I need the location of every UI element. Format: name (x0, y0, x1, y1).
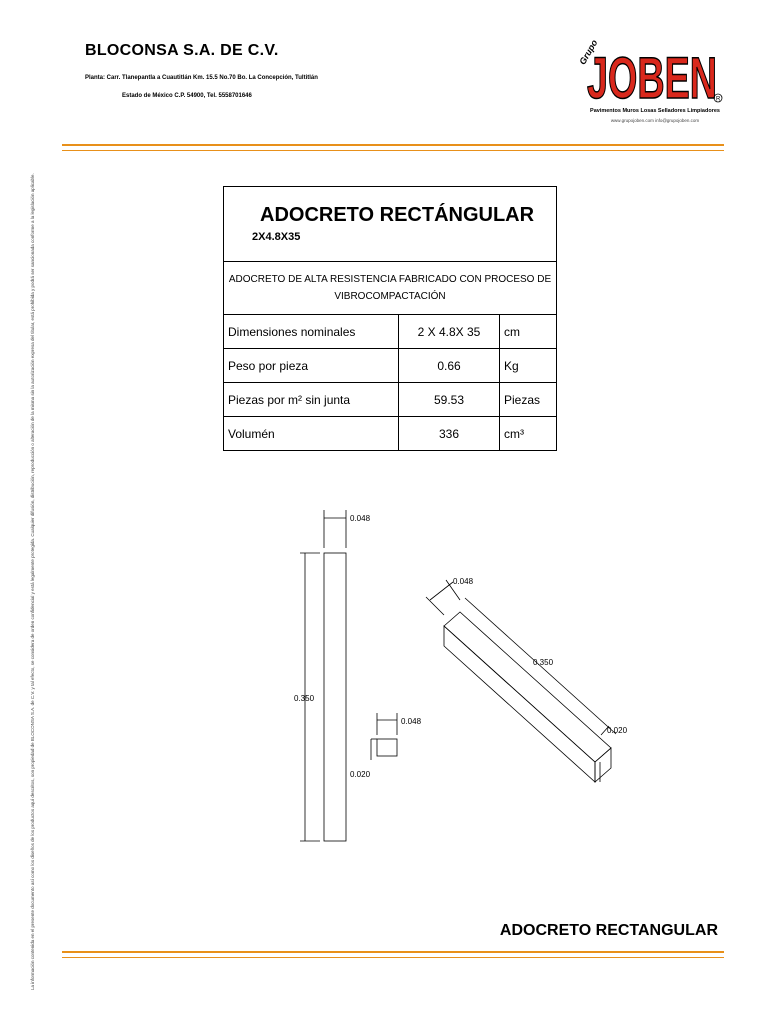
spec-unit: cm (500, 315, 557, 349)
front-view-block (324, 553, 346, 841)
front-length-label: 0.350 (294, 694, 315, 703)
spec-value: 0.66 (399, 349, 500, 383)
spec-value: 336 (399, 417, 500, 451)
state-phone: Estado de México C.P. 54900, Tel. 5558701646 (122, 93, 252, 99)
spec-label: Peso por pieza (224, 349, 399, 383)
registered-letter: R (716, 96, 721, 103)
section-view-block (377, 739, 397, 756)
spec-label: Volumén (224, 417, 399, 451)
legal-text: La información contenida en el presente documento así como los diseños de los productos aquí descritos, son propiedad de BLOCONSA S.A. de C.V. y tal efecto, se considera de orden confidencial y está legalmente protegida. Cualquier difusión, distribución, reproducción o alteración de la misma sin la autorización expresa del titular, está prohibida y podrá ser sancionada conforme a la legislación aplicable. (30, 173, 35, 990)
spec-label: Dimensiones nominales (224, 315, 399, 349)
spec-unit: Kg (500, 349, 557, 383)
iso-width-label: 0.048 (453, 577, 474, 586)
spec-value: 59.53 (399, 383, 500, 417)
iso-block-top (444, 612, 611, 762)
iso-height-label: 0.020 (607, 726, 628, 735)
logo-prefix: Grupo (577, 37, 600, 67)
spec-unit: cm³ (500, 417, 557, 451)
section-height-label: 0.020 (350, 770, 371, 779)
iso-block-front (444, 626, 595, 782)
logo-brand: JOBEN (587, 46, 717, 111)
iso-block-end (595, 748, 611, 782)
product-title: ADOCRETO RECTÁNGULAR (260, 203, 535, 226)
plant-address: Planta: Carr. Tlanepantla a Cuautitlán Km. 15.5 No.70 Bo. La Concepción, Tultitlán (85, 75, 318, 81)
description-line2: VIBROCOMPACTACIÓN (334, 291, 446, 302)
company-name: BLOCONSA S.A. DE C.V. (85, 42, 279, 59)
iso-length-label: 0.350 (533, 658, 554, 667)
spec-value: 2 X 4.8X 35 (399, 315, 500, 349)
logo-website: www.grupojoben.com info@grupojoben.com (610, 118, 700, 123)
logo-tagline: Pavimentos Muros Losas Selladores Limpiadores (590, 108, 720, 114)
product-size-code: 2X4.8X35 (252, 230, 301, 243)
spec-unit: Piezas (500, 383, 557, 417)
front-width-label: 0.048 (350, 514, 371, 523)
section-width-label: 0.048 (401, 717, 422, 726)
description-line1: ADOCRETO DE ALTA RESISTENCIA FABRICADO CON PROCESO DE (228, 274, 552, 285)
footer-title: ADOCRETO RECTANGULAR (499, 922, 718, 939)
spec-label: Piezas por m² sin junta (224, 383, 399, 417)
